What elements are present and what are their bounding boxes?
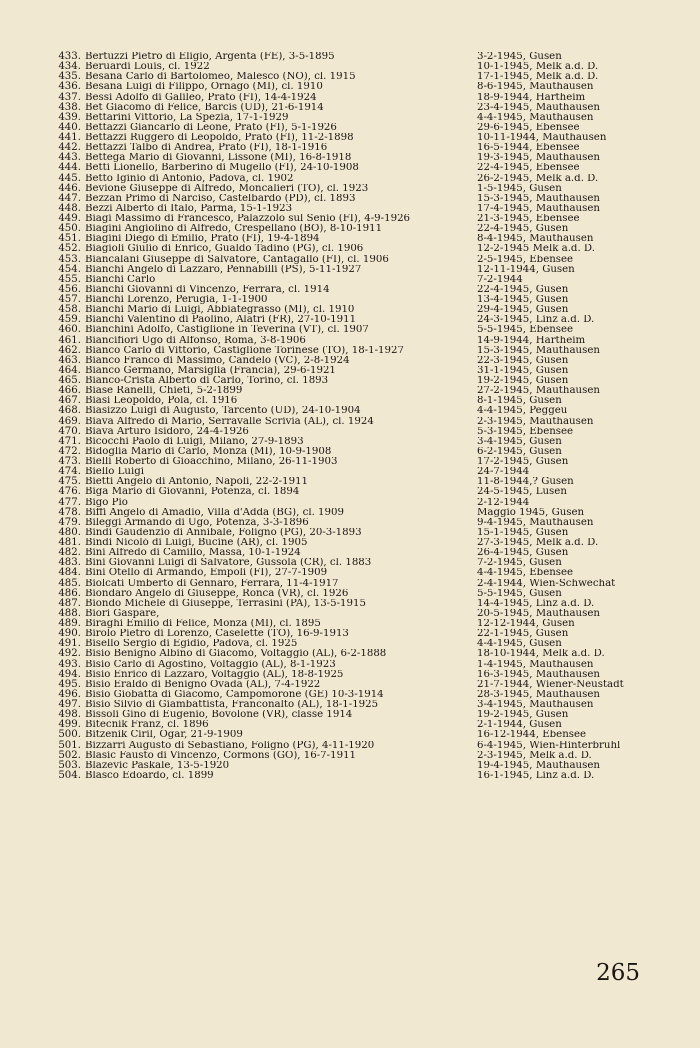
list-item	[52, 244, 692, 254]
entry-death-date-place: 11-8-1944,? Gusen	[477, 477, 574, 488]
entry-death-date-place: 18-9-1944, Hartheim	[477, 92, 586, 103]
list-item	[52, 427, 692, 437]
entry-number: 473.	[58, 456, 81, 467]
entry-death-date-place: 12-2-1945 Melk a.d. D.	[477, 244, 595, 255]
entry-name: Blazevic Paskale, 13-5-1920	[85, 760, 230, 771]
entry-number: 440.	[58, 121, 81, 133]
entry-number: 491.	[58, 638, 81, 650]
entry-name: Bianchi Carlo	[85, 274, 156, 285]
entry-name: Bet Giacomo di Felice, Barcis (UD), 21-6-1914	[85, 102, 324, 113]
entry-number: 449.	[58, 213, 81, 224]
entry-number: 439.	[58, 111, 81, 123]
entry-name: Bissoli Gino di Eugenio, Bovolone (VR), classe 1914	[85, 710, 353, 721]
entry-death-date-place: 16-1-1945, Linz a.d. D.	[477, 770, 595, 781]
list-item	[52, 52, 692, 62]
entry-death-date-place: 21-3-1945, Ebensee	[477, 214, 580, 224]
list-item	[52, 325, 692, 335]
entry-name: Bitzenik Ciril, Ogar, 21-9-1909	[85, 730, 243, 741]
entry-name: Bianchi Valentino di Paolino, Alatri (FR), 27-10-1911	[85, 315, 357, 326]
entry-death-date-place: 5-3-1945, Ebensee	[477, 426, 574, 437]
entry-name: Bettazzi Ruggero di Leopoldo, Prato (FI), 11-2-1898	[85, 133, 354, 143]
entry-name: Birolo Pietro di Lorenzo, Caselette (TO), 16-9-1913	[85, 629, 349, 640]
list-item	[52, 437, 692, 447]
entry-name: Besana Luigi di Filippo, Ornago (MI), cl. 1910	[85, 82, 323, 93]
entry-number: 496.	[58, 688, 81, 700]
entry-number: 497.	[58, 699, 81, 710]
entry-number: 486.	[58, 587, 81, 599]
list-item	[52, 700, 692, 710]
entry-death-date-place: 3-4-1945, Mauthausen	[477, 700, 594, 710]
entry-name: Bertuzzi Pietro di Eligio, Argenta (FE), 3-5-1895	[85, 52, 335, 62]
entry-death-date-place: 24-7-1944	[477, 467, 530, 478]
list-item	[52, 346, 692, 356]
entry-death-date-place: 17-1-1945, Melk a.d. D.	[477, 72, 599, 83]
entry-death-date-place: 27-3-1945, Melk a.d. D.	[477, 538, 599, 548]
entry-name: Bettarini Vittorio, La Spezia, 17-1-1929	[85, 112, 289, 123]
list-item	[52, 376, 692, 386]
entry-death-date-place: 4-4-1945, Peggeu	[477, 406, 568, 417]
entry-death-date-place: 18-10-1944, Melk a.d. D.	[477, 649, 605, 660]
entry-death-date-place: 22-1-1945, Gusen	[477, 629, 569, 640]
entry-death-date-place: 14-4-1945, Linz a.d. D.	[477, 598, 595, 609]
entry-death-date-place: 15-3-1945, Mauthausen	[477, 193, 600, 204]
entry-name: Biagi Massimo di Francesco, Palazzolo sul Senio (FI), 4-9-1926	[85, 214, 411, 224]
entry-number: 490.	[58, 628, 81, 640]
list-item	[52, 214, 692, 224]
entry-number: 456.	[58, 283, 81, 295]
list-item	[52, 579, 692, 589]
entry-death-date-place: 23-4-1945, Mauthausen	[477, 102, 600, 113]
list-item	[52, 386, 692, 396]
entry-number: 461.	[58, 334, 81, 346]
entry-number: 480.	[58, 526, 81, 538]
list-item	[52, 174, 692, 184]
entry-death-date-place: 14-9-1944, Hartheim	[477, 335, 586, 346]
entry-number: 457.	[58, 294, 81, 305]
entry-name: Biolcati Umberto di Gennaro, Ferrara, 11-4-1917	[85, 578, 339, 589]
list-item	[52, 508, 692, 518]
entry-number: 488.	[58, 607, 81, 619]
entry-name: Bini Otello di Armando, Empoli (FI), 27-7-1909	[85, 568, 328, 579]
entry-name: Bettazzi Giancarlo di Leone, Prato (FI), 5-1-1926	[85, 122, 337, 133]
entry-death-date-place: 8-4-1945, Mauthausen	[477, 234, 594, 245]
entry-death-date-place: 7-2-1945, Gusen	[477, 558, 562, 569]
entry-number: 495.	[58, 678, 81, 690]
entry-death-date-place: 8-1-1945, Gusen	[477, 396, 562, 407]
entry-number: 437.	[58, 91, 81, 103]
entry-death-date-place: 31-1-1945, Gusen	[477, 365, 569, 376]
list-item	[52, 305, 692, 315]
entry-number: 444.	[58, 162, 81, 174]
list-item	[52, 568, 692, 578]
entry-number: 471.	[58, 435, 81, 447]
list-item	[52, 194, 692, 204]
entry-name: Blasco Edoardo, cl. 1899	[85, 770, 214, 781]
entry-death-date-place: 4-4-1945, Ebensee	[477, 568, 574, 579]
entry-death-date-place: 7-2-1944	[477, 274, 523, 285]
entry-number: 501.	[58, 739, 81, 751]
entry-name: Bisello Sergio di Egidio, Padova, cl. 1925	[85, 639, 298, 650]
entry-name: Bianco Carlo di Vittorio, Castiglione Torinese (TO), 18-1-1927	[85, 345, 404, 356]
list-item	[52, 356, 692, 366]
list-item	[52, 538, 692, 548]
entry-number: 504.	[58, 769, 81, 781]
entry-number: 460.	[58, 324, 81, 336]
entry-death-date-place: 28-3-1945, Mauthausen	[477, 689, 600, 700]
entry-name: Bezzan Primo di Narciso, Castelbardo (PD), cl. 1893	[85, 193, 356, 204]
entry-death-date-place: 4-4-1945, Mauthausen	[477, 112, 594, 123]
entry-death-date-place: Maggio 1945, Gusen	[477, 507, 585, 518]
list-item	[52, 133, 692, 143]
entry-death-date-place: 16-3-1945, Mauthausen	[477, 669, 600, 680]
list-item	[52, 690, 692, 700]
entry-death-date-place: 22-4-1945, Gusen	[477, 284, 569, 295]
entry-name: Biancalani Giuseppe di Salvatore, Cantagallo (FI), cl. 1906	[85, 254, 389, 265]
entry-number: 474.	[58, 466, 81, 478]
list-item	[52, 730, 692, 740]
entry-name: Biraghi Emilio di Felice, Monza (MI), cl. 1895	[85, 619, 321, 629]
list-item	[52, 163, 692, 173]
list-item	[52, 629, 692, 639]
entry-name: Biori Gaspare,	[85, 608, 160, 619]
entry-number: 470.	[58, 425, 81, 437]
entry-number: 451.	[58, 233, 81, 245]
entry-number: 498.	[58, 709, 81, 721]
entry-number: 478.	[58, 506, 81, 518]
entry-name: Bisio Eraldo di Benigno Ovada (AL), 7-4-1922	[85, 679, 321, 690]
entry-name: Bini Alfredo di Camillo, Massa, 10-1-1924	[85, 548, 301, 559]
entry-number: 452.	[58, 243, 81, 255]
entry-number: 482.	[58, 547, 81, 559]
entry-death-date-place: 17-4-1945, Mauthausen	[477, 203, 600, 214]
entry-death-date-place: 2-5-1945, Ebensee	[477, 254, 574, 265]
entry-name: Beruardi Louis, cl. 1922	[85, 62, 210, 73]
entry-name: Betto Iginio di Antonio, Padova, cl. 1902	[85, 173, 294, 184]
entry-death-date-place: 5-5-1945, Ebensee	[477, 325, 574, 336]
entry-number: 494.	[58, 668, 81, 680]
entry-name: Biancifiori Ugo di Alfonso, Roma, 3-8-1906	[85, 335, 306, 346]
entry-number: 445.	[58, 172, 81, 184]
entry-number: 492.	[58, 648, 81, 660]
entry-name: Bianco-Crista Alberto di Carlo, Torino, cl. 1893	[85, 376, 329, 386]
entry-number: 469.	[58, 415, 81, 427]
list-item	[52, 366, 692, 376]
list-item	[52, 396, 692, 406]
entry-number: 453.	[58, 253, 81, 265]
list-item	[52, 204, 692, 214]
entry-death-date-place: 20-5-1945, Mauthausen	[477, 608, 600, 619]
list-item	[52, 184, 692, 194]
list-item	[52, 255, 692, 265]
list-item	[52, 406, 692, 416]
entry-death-date-place: 10-11-1944, Mauthausen	[477, 133, 607, 143]
entry-number: 435.	[58, 71, 81, 83]
entry-name: Bini Giovanni Luigi di Salvatore, Gussola (CR), cl. 1883	[85, 558, 372, 569]
entry-number: 443.	[58, 152, 81, 164]
entry-number: 476.	[58, 486, 81, 498]
page-number: 265	[596, 960, 640, 986]
list-item	[52, 528, 692, 538]
entry-number: 485.	[58, 577, 81, 589]
list-item	[52, 113, 692, 123]
list-item	[52, 457, 692, 467]
entry-number: 502.	[58, 749, 81, 761]
list-item	[52, 93, 692, 103]
entry-name: Biondaro Angelo di Giuseppe, Ronca (VR), cl. 1926	[85, 588, 349, 599]
entry-death-date-place: 4-4-1945, Gusen	[477, 639, 562, 650]
list-item	[52, 477, 692, 487]
entry-death-date-place: 21-7-1944, Wiener-Neustadt	[477, 679, 624, 690]
entry-name: Bindi Nicolò di Luigi, Bucine (AR), cl. 1905	[85, 538, 308, 548]
entry-name: Bessi Adolfo di Galileo, Prato (FI), 14-4-1924	[85, 92, 317, 103]
list-item	[52, 467, 692, 477]
entry-number: 499.	[58, 719, 81, 731]
entry-death-date-place: 19-2-1945, Gusen	[477, 710, 569, 721]
entry-name: Bianchi Giovanni di Vincenzo, Ferrara, cl. 1914	[85, 284, 330, 295]
entry-death-date-place: 2-12-1944	[477, 497, 530, 508]
list-item	[52, 123, 692, 133]
entry-number: 479.	[58, 516, 81, 528]
entry-number: 487.	[58, 597, 81, 609]
entry-death-date-place: 22-4-1945, Ebensee	[477, 163, 580, 174]
entry-number: 462.	[58, 344, 81, 356]
entry-name: Biagioli Giulio di Enrico, Gualdo Tadino (PG), cl. 1906	[85, 244, 364, 255]
entry-name: Bianco Germano, Marsiglia (Francia), 29-6-1921	[85, 365, 336, 376]
entry-death-date-place: 24-5-1945, Lusen	[477, 487, 567, 498]
entry-name: Biondo Michele di Giuseppe, Terrasini (PA), 13-5-1915	[85, 598, 366, 609]
entry-death-date-place: 24-3-1945, Linz a.d. D.	[477, 315, 595, 326]
entry-number: 475.	[58, 476, 81, 488]
entry-name: Biasizzo Luigi di Augusto, Tarcento (UD), 24-10-1904	[85, 406, 361, 417]
entry-death-date-place: 2-3-1945, Melk a.d. D.	[477, 750, 592, 761]
entry-death-date-place: 26-2-1945, Melk a.d. D.	[477, 173, 599, 184]
entry-number: 459.	[58, 314, 81, 326]
entry-death-date-place: 1-5-1945, Gusen	[477, 183, 562, 194]
entry-death-date-place: 16-12-1944, Ebensee	[477, 730, 587, 741]
entry-death-date-place: 22-3-1945, Gusen	[477, 355, 569, 366]
entry-number: 433.	[58, 51, 81, 62]
list-item	[52, 710, 692, 720]
entry-death-date-place: 5-5-1945, Gusen	[477, 588, 562, 599]
entry-name: Biava Alfredo di Mario, Serravalle Scrivia (AL), cl. 1924	[85, 416, 374, 427]
entry-death-date-place: 26-4-1945, Gusen	[477, 548, 569, 559]
list-item	[52, 72, 692, 82]
entry-number: 434.	[58, 61, 81, 73]
entry-death-date-place: 13-4-1945, Gusen	[477, 295, 569, 305]
entry-name: Biffi Angelo di Amadio, Villa d'Adda (BG), cl. 1909	[85, 507, 344, 518]
entry-number: 489.	[58, 618, 81, 629]
entry-name: Bisio Benigno Albino di Giacomo, Voltaggio (AL), 6-2-1888	[85, 649, 387, 660]
list-item	[52, 761, 692, 771]
entry-number: 450.	[58, 223, 81, 235]
entry-name: Biagini Angiolino di Alfredo, Crespellano (BO), 8-10-1911	[85, 224, 383, 235]
entry-number: 464.	[58, 364, 81, 376]
entry-death-date-place: 3-4-1945, Gusen	[477, 436, 562, 447]
entry-number: 438.	[58, 101, 81, 113]
entry-death-date-place: 9-4-1945, Mauthausen	[477, 517, 594, 528]
entry-name: Betti Lionello, Barberino di Mugello (FI), 24-10-1908	[85, 163, 359, 174]
entry-death-date-place: 6-2-1945, Gusen	[477, 446, 562, 457]
entry-number: 463.	[58, 354, 81, 366]
entry-death-date-place: 19-4-1945, Mauthausen	[477, 760, 600, 771]
entry-number: 481.	[58, 537, 81, 548]
entry-death-date-place: 19-3-1945, Mauthausen	[477, 153, 600, 164]
entry-death-date-place: 10-1-1945, Melk a.d. D.	[477, 62, 599, 73]
entry-name: Biase Ranelli, Chieti, 5-2-1899	[85, 386, 243, 397]
entry-name: Bettega Mario di Giovanni, Lissone (MI), 16-8-1918	[85, 153, 352, 164]
entry-name: Bianchini Adolfo, Castiglione in Teverina (VT), cl. 1907	[85, 325, 369, 336]
entry-death-date-place: 29-4-1945, Gusen	[477, 305, 569, 316]
list-item	[52, 498, 692, 508]
entry-number: 468.	[58, 405, 81, 417]
list-item	[52, 720, 692, 730]
list-item	[52, 589, 692, 599]
entry-number: 442.	[58, 142, 81, 154]
list-item	[52, 153, 692, 163]
entry-number: 454.	[58, 263, 81, 275]
list-item	[52, 548, 692, 558]
entry-death-date-place: 27-2-1945, Mauthausen	[477, 386, 600, 397]
entry-number: 447.	[58, 192, 81, 204]
entry-number: 455.	[58, 273, 81, 285]
list-item	[52, 619, 692, 629]
list-item	[52, 741, 692, 751]
entry-death-date-place: 2-1-1944, Gusen	[477, 720, 562, 731]
entry-death-date-place: 8-6-1945, Mauthausen	[477, 82, 594, 93]
entry-number: 448.	[58, 202, 81, 214]
entry-number: 436.	[58, 81, 81, 93]
entry-name: Blasic Fausto di Vincenzo, Cormons (GO), 16-7-1911	[85, 750, 357, 761]
list-item	[52, 285, 692, 295]
list-item	[52, 599, 692, 609]
entry-name: Bisio Giobatta di Giacomo, Campomorone (GE) 10-3-1914	[85, 689, 384, 700]
list-item	[52, 295, 692, 305]
entry-number: 503.	[58, 759, 81, 771]
list-item	[52, 224, 692, 234]
entry-death-date-place: 2-3-1945, Mauthausen	[477, 416, 594, 427]
entry-name: Biagini Diego di Emilio, Prato (FI), 19-4-1894	[85, 234, 320, 245]
entry-death-date-place: 6-4-1945, Wien-Hinterbruhl	[477, 740, 621, 751]
entry-number: 467.	[58, 395, 81, 407]
entry-name: Bianchi Angelo di Lazzaro, Pennabilli (PS), 5-11-1927	[85, 264, 362, 275]
entry-name: Bindi Gaudenzio di Annibale, Foligno (PG), 20-3-1893	[85, 527, 362, 538]
entry-name: Bianchi Mario di Luigi, Abbiategrasso (MI), cl. 1910	[85, 305, 355, 316]
list-item	[52, 660, 692, 670]
list-item	[52, 265, 692, 275]
entry-number: 493.	[58, 658, 81, 670]
entry-name: Biga Mario di Giovanni, Potenza, cl. 1894	[85, 487, 300, 498]
list-item	[52, 315, 692, 325]
entry-death-date-place: 16-5-1944, Ebensee	[477, 143, 580, 154]
list-item	[52, 275, 692, 285]
entry-name: Bianchi Lorenzo, Perugia, 1-1-1900	[85, 295, 268, 305]
entry-name: Bitecnik Franz, cl. 1896	[85, 720, 209, 731]
entry-number: 483.	[58, 557, 81, 569]
list-item	[52, 639, 692, 649]
entry-death-date-place: 3-2-1945, Gusen	[477, 52, 562, 62]
entry-name: Biasi Leopoldo, Pola, cl. 1916	[85, 396, 238, 407]
entry-number: 446.	[58, 182, 81, 194]
list-item	[52, 670, 692, 680]
entry-death-date-place: 1-4-1945, Mauthausen	[477, 659, 594, 670]
list-item	[52, 487, 692, 497]
entry-death-date-place: 29-6-1945, Ebensee	[477, 122, 580, 133]
list-item	[52, 447, 692, 457]
entry-number: 477.	[58, 496, 81, 508]
list-item	[52, 649, 692, 659]
list-item	[52, 417, 692, 427]
entry-name: Bileggi Armando di Ugo, Potenza, 3-3-1896	[85, 517, 309, 528]
list-item	[52, 518, 692, 528]
list-item	[52, 143, 692, 153]
list-item	[52, 609, 692, 619]
entry-death-date-place: 19-2-1945, Gusen	[477, 376, 569, 386]
entry-death-date-place: 12-12-1944, Gusen	[477, 619, 575, 629]
entry-number: 466.	[58, 385, 81, 397]
entry-name: Besana Carlo di Bartolomeo, Malesco (NO), cl. 1915	[85, 72, 356, 83]
entry-name: Bietti Angelo di Antonio, Napoli, 22-2-1911	[85, 477, 309, 488]
list-item	[52, 771, 692, 781]
entry-name: Bizzarri Augusto di Sebastiano, Foligno (PG), 4-11-1920	[85, 740, 375, 751]
list-item	[52, 558, 692, 568]
entry-name: Biello Luigi	[85, 467, 145, 478]
list-item	[52, 62, 692, 72]
entry-name: Bielli Roberto di Gioacchino, Milano, 26-11-1903	[85, 457, 338, 467]
entry-number: 484.	[58, 567, 81, 579]
entry-death-date-place: 22-4-1945, Gusen	[477, 224, 569, 235]
entry-name: Biava Arturo Isidoro, 24-4-1926	[85, 426, 249, 437]
entry-number: 458.	[58, 304, 81, 316]
entry-name: Bezzi Alberto di Italo, Parma, 15-1-1923	[85, 203, 293, 214]
list-item	[52, 234, 692, 244]
list-item	[52, 103, 692, 113]
entry-death-date-place: 12-11-1944, Gusen	[477, 264, 575, 275]
entry-name: Bicocchi Paolo di Luigi, Milano, 27-9-1893	[85, 436, 304, 447]
list-item	[52, 336, 692, 346]
entry-name: Bisio Silvio di Giambattista, Franconalto (AL), 18-1-1925	[85, 700, 379, 710]
list-item	[52, 751, 692, 761]
entry-number: 472.	[58, 445, 81, 457]
entry-number: 465.	[58, 375, 81, 386]
entry-name: Bianco Franco di Massimo, Candelo (VC), 2-8-1924	[85, 355, 350, 366]
entry-name: Bettazzi Talbo di Andrea, Prato (FI), 18-1-1916	[85, 143, 328, 154]
entry-death-date-place: 2-4-1944, Wien-Schwechat	[477, 578, 616, 589]
entry-number: 500.	[58, 729, 81, 741]
entry-number: 441.	[58, 132, 81, 143]
list-item	[52, 680, 692, 690]
entry-death-date-place: 17-2-1945, Gusen	[477, 457, 569, 467]
entry-name: Bevione Giuseppe di Alfredo, Moncalieri (TO), cl. 1923	[85, 183, 369, 194]
deportee-list	[52, 52, 692, 781]
entry-name: Bidoglia Mario di Carlo, Monza (MI), 10-9-1908	[85, 446, 332, 457]
entry-name: Bigo Pio	[85, 497, 128, 508]
entry-death-date-place: 15-1-1945, Gusen	[477, 527, 569, 538]
list-item	[52, 82, 692, 92]
entry-name: Bisio Carlo di Agostino, Voltaggio (AL), 8-1-1923	[85, 659, 336, 670]
entry-death-date-place: 15-3-1945, Mauthausen	[477, 345, 600, 356]
entry-name: Bisio Enrico di Lazzaro, Voltaggio (AL), 18-8-1925	[85, 669, 344, 680]
